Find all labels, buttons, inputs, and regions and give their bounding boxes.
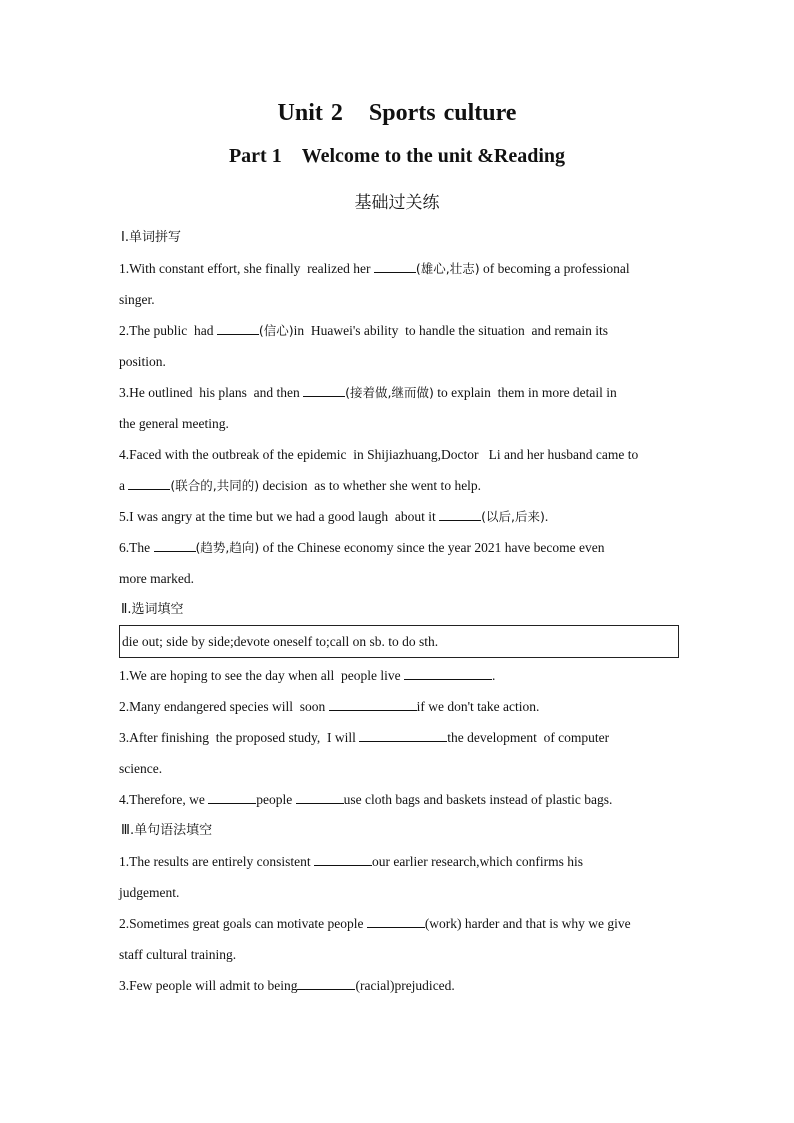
question-line: staff cultural training. [119,947,237,962]
question-line: 4.Faced with the outbreak of the epidemic in Shijiazhuang,Doctor Li and her husband came to [119,447,639,462]
question-line: judgement. [119,885,180,900]
word-bank-box: die out; side by side;devote oneself to;call on sb. to do sth. [119,625,679,658]
question-line: 6.The (趋势,趋向) of the Chinese economy since the year 2021 have become even [119,532,679,563]
answer-blank[interactable] [314,851,372,866]
question-line: 1.We are hoping to see the day when all people live . [119,660,679,691]
unit-title: Unit 2 Sports culture [277,100,517,126]
section-heading: Ⅰ.单词拼写 [121,230,181,245]
question-line: a (联合的,共同的) decision as to whether she went to help. [119,470,679,501]
exercise-content [119,222,679,1001]
answer-blank[interactable] [439,506,481,521]
question-line: 3.He outlined his plans and then (接着做,继而做) to explain them in more detail in [119,377,679,408]
answer-blank[interactable] [303,382,345,397]
part-title: Part 1 Welcome to the unit &Reading [228,145,566,167]
answer-blank[interactable] [404,665,492,680]
answer-blank[interactable] [374,258,416,273]
answer-blank[interactable] [128,475,170,490]
question-line: singer. [119,292,155,307]
question-line: position. [119,354,166,369]
answer-blank[interactable] [217,320,259,335]
question-line: 2.Many endangered species will soon if we don't take action. [119,691,679,722]
question-line: 5.I was angry at the time but we had a good laugh about it (以后,后来). [119,501,679,532]
answer-blank[interactable] [367,913,425,928]
section-heading: Ⅲ.单句语法填空 [121,823,213,838]
question-line: 2.The public had (信心)in Huawei's ability to handle the situation and remain its [119,315,679,346]
question-line: 2.Sometimes great goals can motivate people (work) harder and that is why we give [119,908,679,939]
answer-blank[interactable] [297,975,355,990]
answer-blank[interactable] [208,789,256,804]
question-line: 4.Therefore, we people use cloth bags and baskets instead of plastic bags. [119,784,679,815]
answer-blank[interactable] [329,696,417,711]
answer-blank[interactable] [359,727,447,742]
subtitle: 基础过关练 [354,193,440,213]
question-line: science. [119,761,163,776]
question-line: 3.After finishing the proposed study, I will the development of computer [119,722,679,753]
answer-blank[interactable] [154,537,196,552]
question-line: 1.The results are entirely consistent our earlier research,which confirms his [119,846,679,877]
question-line: 3.Few people will admit to being (racial)prejudiced. [119,970,679,1001]
section-heading: Ⅱ.选词填空 [121,602,184,617]
question-line: the general meeting. [119,416,229,431]
question-line: 1.With constant effort, she finally realized her (雄心,壮志) of becoming a professional [119,253,679,284]
answer-blank[interactable] [296,789,344,804]
question-line: more marked. [119,571,194,586]
